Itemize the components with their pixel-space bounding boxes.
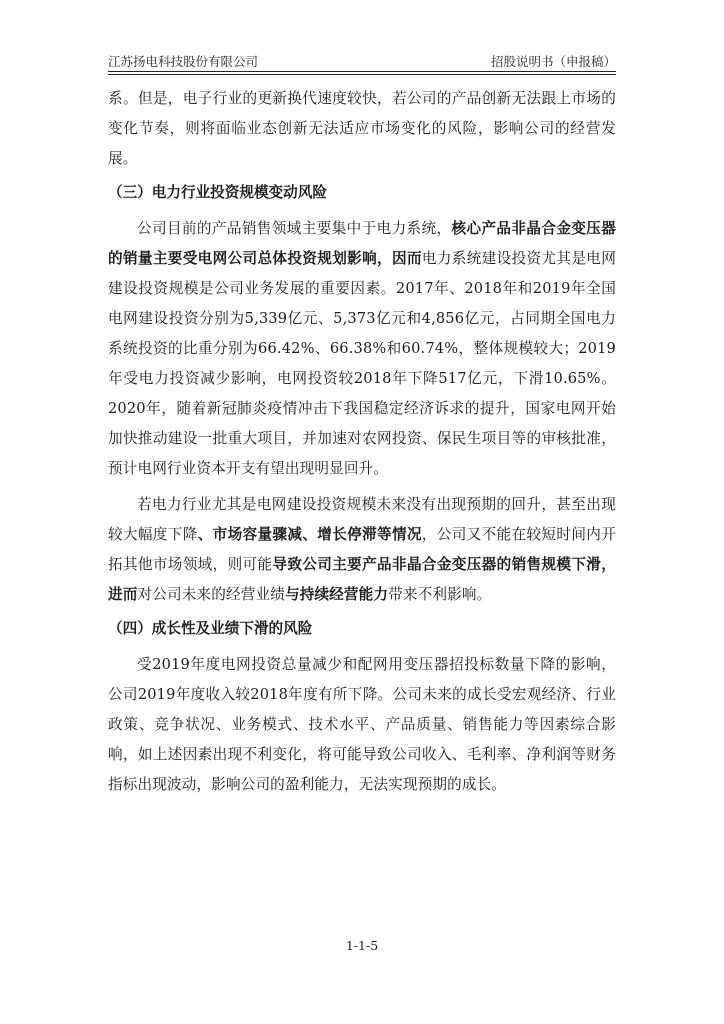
text-run: 对公司未来的经营业绩 [137,586,285,603]
paragraph-continued: 系。但是，电子行业的更新换代速度较快，若公司的产品创新无法跟上市场的变化节奏，则将面临业态创新无法适应市场变化的风险，影响公司的经营发展。 [108,90,616,167]
bold-run: 、市场容量骤减、增长停滞等情况 [197,526,422,543]
paragraph-investment-risk [108,214,616,484]
paragraph-investment-impact [108,490,616,610]
bold-run: 导致公司主要产品非晶合金变压器的销售规模下滑，进而 [108,556,616,603]
text-run: 电力系统建设投资尤其是电网建设投资规模是公司业务发展的重要因素。2017年、2018年和2019年全国电网建设投资分别为5,339亿元、5,373亿元和4,856亿元，占同期全国电力系统投资的比重分别为66.42%、66.38%和60.74%，整体规模较大；2019年受电力投资减少影响，电网投资较2018年下降517亿元，下滑10.65%。2020年，随着新冠肺炎疫情冲击下我国稳定经济诉求的提升，国家电网开始加快推动建设一批重大项目，并加速对农网投资、保民生项目等的审核批准，预计电网行业资本开支有望出现明显回升。 [108,250,616,477]
text-run: 公司目前的产品销售领域主要集中于电力系统， [137,220,452,237]
section-heading-4: （四）成长性及业绩下滑的风险 [108,620,313,637]
text-run: 带来不利影响。 [388,586,492,603]
header-company-name: 江苏扬电科技股份有限公司 [108,54,259,69]
header-rule-thick [108,71,616,72]
bold-run: 与持续经营能力 [284,586,389,603]
text-run: ，公司又不能在较短时间内开拓其他市场领域，则可能 [108,526,616,573]
running-header [108,50,616,70]
bold-run: 核心产品非晶合金变压器的销量主要受电网公司总体投资规划影响，因而 [108,220,617,267]
text-run: 若电力行业尤其是电网建设投资规模未来没有出现预期的回升，甚至出现较大幅度下降 [108,496,616,543]
header-document-title: 招股说明书（申报稿） [490,54,616,69]
paragraph-growth-risk: 受2019年度电网投资总量减少和配网用变压器招投标数量下降的影响，公司2019年度收入较2018年度有所下降。公司未来的成长受宏观经济、行业政策、竞争状况、业务模式、技术水平、产品质量、销售能力等因素综合影响，如上述因素出现不利变化，将可能导致公司收入、毛利率、净利润等财务指标出现波动，影响公司的盈利能力，无法实现预期的成长。 [108,656,616,793]
body-content [108,84,616,800]
section-heading-3: （三）电力行业投资规模变动风险 [108,184,327,201]
page-number: 1-1-5 [345,938,379,953]
header-rule-thin [108,74,616,75]
